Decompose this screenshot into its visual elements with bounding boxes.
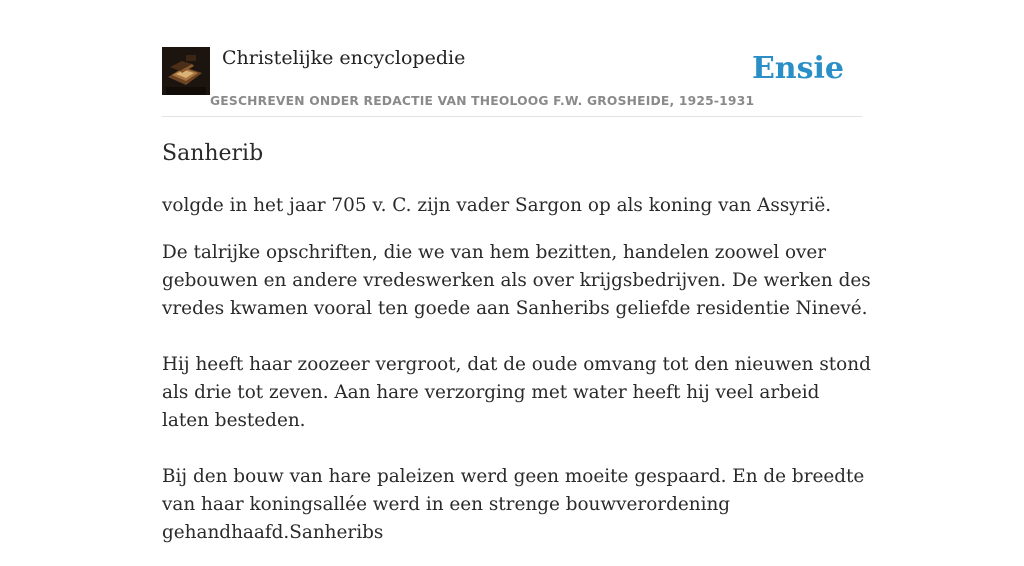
site-subtitle: GESCHREVEN ONDER REDACTIE VAN THEOLOOG F.W. GROSHEIDE, 1925-1931 bbox=[210, 94, 755, 108]
article-content bbox=[162, 138, 872, 566]
article-paragraph: Bij den bouw van hare paleizen werd geen moeite gespaard. En de breedte van haar koningsallée werd in een strenge bouwverordening gehandhaafd.Sanheribs bbox=[162, 466, 865, 543]
article-paragraph: Hij heeft haar zoozeer vergroot, dat de oude omvang tot den nieuwen stond als drie tot zeven. Aan hare verzorging met water heeft hij veel arbeid laten besteden. bbox=[162, 354, 871, 431]
site-title[interactable]: Christelijke encyclopedie bbox=[222, 47, 466, 69]
article-paragraph: De talrijke opschriften, die we van hem bezitten, handelen zoowel over gebouwen en andere vredeswerken als over krijgsbedrijven. De werken des vredes kwamen vooral ten goede aan Sanheribs geliefde residentie Ninevé. bbox=[162, 242, 871, 319]
brand-logo-link[interactable]: Ensie bbox=[751, 51, 844, 86]
entry-title: Sanherib bbox=[162, 141, 264, 166]
article-paragraph: volgde in het jaar 705 v. C. zijn vader Sargon op als koning van Assyrië. bbox=[162, 195, 832, 216]
book-photo-icon bbox=[162, 47, 210, 95]
encyclopedia-avatar[interactable] bbox=[162, 47, 210, 95]
site-header bbox=[162, 46, 862, 117]
